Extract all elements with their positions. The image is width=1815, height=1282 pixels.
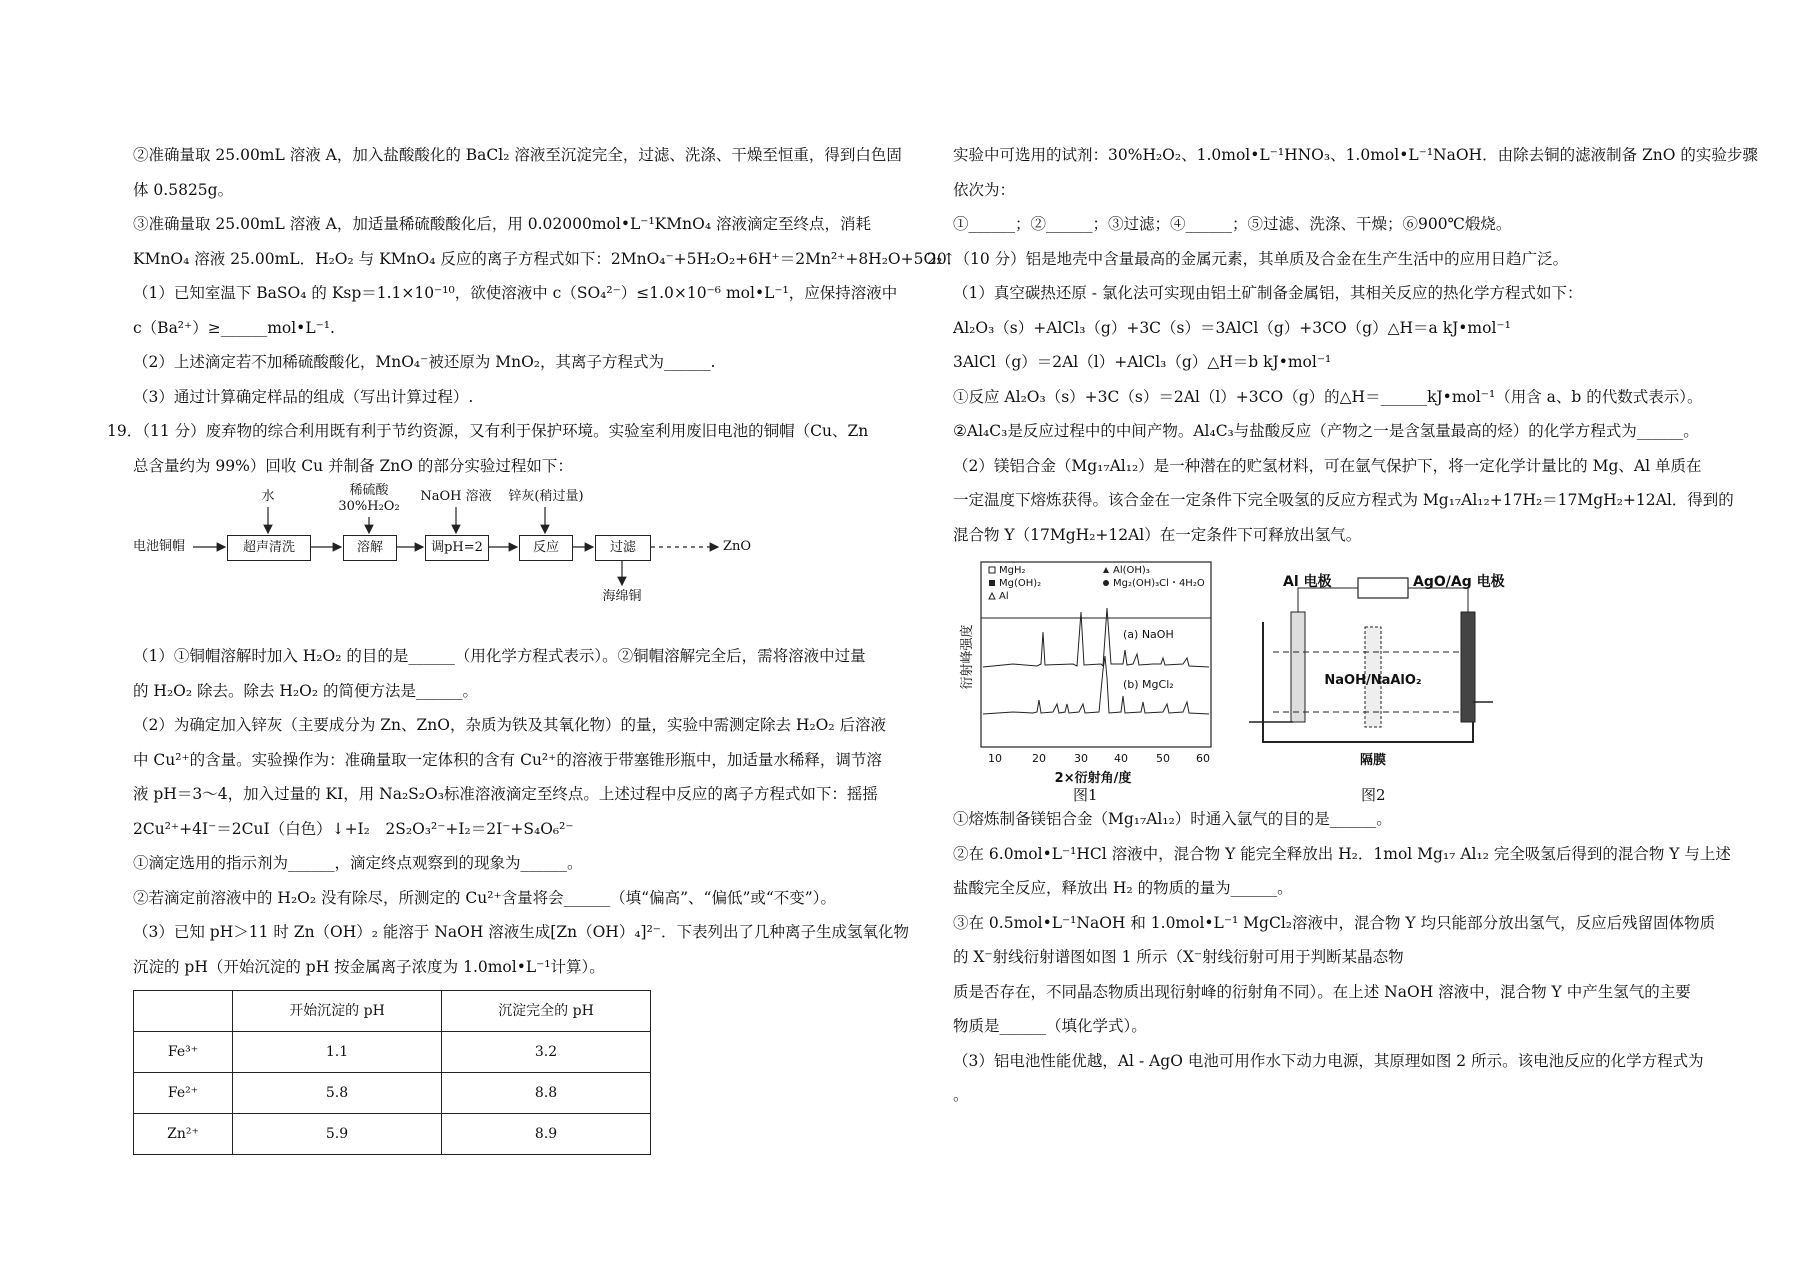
text-line: 的 H₂O₂ 除去。除去 H₂O₂ 的简便方法是______。	[133, 681, 479, 700]
text-line: 盐酸完全反应，释放出 H₂ 的物质的量为______。	[953, 879, 1293, 897]
table-row	[134, 991, 651, 1032]
text-line: （1）①铜帽溶解时加入 H₂O₂ 的目的是______（用化学方程式表示）。②铜帽溶解完全后，需将溶液中过量	[133, 647, 866, 665]
flow-step-wash: 超声清洗	[227, 535, 311, 561]
flow-input-zinc: 锌灰(稍过量)	[508, 489, 584, 504]
table-cell: 1.1	[233, 1032, 442, 1073]
legend-mgh2: MgH₂	[999, 565, 1026, 576]
fig2-wire-left	[1298, 588, 1358, 612]
fig1-tick: 20	[1032, 752, 1046, 765]
process-flow-diagram	[133, 485, 833, 635]
fig1-tick: 10	[988, 752, 1002, 765]
text-line: 。	[953, 1086, 969, 1104]
text-line: （3）已知 pH＞11 时 Zn（OH）₂ 能溶于 NaOH 溶液生成[Zn（OH）₄]²⁻．下表列出了几种离子生成氢氧化物	[133, 923, 909, 941]
text-line: ③准确量取 25.00mL 溶液 A，加适量稀硫酸酸化后，用 0.02000mol•L⁻¹KMnO₄ 溶液滴定至终点，消耗	[133, 215, 871, 233]
fig2-wire-right	[1408, 588, 1468, 612]
fig2-al-electrode	[1291, 612, 1305, 722]
table-cell: 5.8	[233, 1073, 442, 1114]
table-cell: 8.9	[442, 1114, 651, 1155]
fig1-tick: 40	[1114, 752, 1128, 765]
text-line: 依次为：	[953, 180, 1016, 199]
text-line: ②在 6.0mol•L⁻¹HCl 溶液中，混合物 Y 能完全释放出 H₂．1mol Mg₁₇ Al₁₂ 完全吸氢后得到的混合物 Y 与上述	[953, 844, 1731, 863]
table-header-cell	[134, 991, 233, 1032]
text-line: Al₂O₃（s）+AlCl₃（g）+3C（s）＝3AlCl（g）+3CO（g）△H＝a kJ•mol⁻¹	[953, 318, 1511, 337]
fig1-curve-a	[983, 608, 1209, 667]
legend-mgoh2: Mg(OH)₂	[999, 578, 1042, 589]
text-line: ①反应 Al₂O₃（s）+3C（s）＝2Al（l）+3CO（g）的△H＝______kJ•mol⁻¹（用含 a、b 的代数式表示）。	[953, 387, 1703, 406]
table-row	[134, 1114, 651, 1155]
text-line: 实验中可选用的试剂：30%H₂O₂、1.0mol•L⁻¹HNO₃、1.0mol•L⁻¹NaOH．由除去铜的滤液制备 ZnO 的实验步骤	[953, 146, 1758, 164]
left-column	[107, 138, 956, 1155]
fig2-caption: 图2	[1361, 786, 1386, 804]
text-line: （2）上述滴定若不加稀硫酸酸化，MnO₄⁻被还原为 MnO₂，其离子方程式为______.	[133, 353, 716, 371]
legend-marker-al	[989, 593, 995, 599]
text-line: 物质是______（填化学式）。	[953, 1017, 1147, 1035]
flow-input-acid: 稀硫酸	[349, 483, 389, 498]
fig2-solution: NaOH/NaAlO₂	[1324, 673, 1422, 688]
flow-input-water: 水	[261, 489, 275, 504]
flow-start: 电池铜帽	[133, 539, 186, 554]
text-line: 中 Cu²⁺的含量。实验操作为：准确量取一定体积的含有 Cu²⁺的溶液于带塞锥形瓶中，加适量水稀释，调节溶	[133, 750, 882, 769]
table-cell: Fe³⁺	[134, 1032, 233, 1073]
figures	[953, 552, 1713, 802]
text-line: ①______；②______；③过滤；④______；⑤过滤、洗涤、干燥；⑥900℃煅烧。	[953, 215, 1512, 233]
flow-input-h2o2: 30%H₂O₂	[338, 499, 400, 514]
table-cell: Zn²⁺	[134, 1114, 233, 1155]
flow-output-copper: 海绵铜	[602, 589, 642, 604]
fig2-ago-electrode	[1461, 612, 1475, 722]
text-line: （2）为确定加入锌灰（主要成分为 Zn、ZnO，杂质为铁及其氧化物）的量，实验中需测定除去 H₂O₂ 后溶液	[133, 716, 887, 734]
legend-al: Al	[999, 591, 1009, 602]
legend-marker-aloh3	[1103, 567, 1109, 573]
flow-step-filter: 过滤	[595, 535, 651, 561]
fig1-xlabel: 2×衍射角/度	[1054, 771, 1132, 786]
text-line: 的 X⁻射线衍射谱图如图 1 所示（X⁻射线衍射可用于判断某晶态物	[953, 948, 1404, 966]
text-line: 2Cu²⁺+4I⁻＝2CuI（白色）↓+I₂ 2S₂O₃²⁻+I₂＝2I⁻+S₄O₆²⁻	[133, 819, 574, 838]
text-line: 体 0.5825g。	[133, 180, 234, 199]
flow-input-naoh: NaOH 溶液	[420, 489, 492, 504]
text-line: （3）铝电池性能优越，Al - AgO 电池可用作水下动力电源，其原理如图 2 所示。该电池反应的化学方程式为	[953, 1051, 1704, 1070]
text-line: （1）已知室温下 BaSO₄ 的 Ksp＝1.1×10⁻¹⁰，欲使溶液中 c（SO₄²⁻）≤1.0×10⁻⁶ mol•L⁻¹，应保持溶液中	[133, 284, 898, 302]
text-line: （2）镁铝合金（Mg₁₇Al₁₂）是一种潜在的贮氢材料，可在氩气保护下，将一定化学计量比的 Mg、Al 单质在	[953, 456, 1702, 475]
text-line: ②Al₄C₃是反应过程中的中间产物。Al₄C₃与盐酸反应（产物之一是含氢量最高的烃）的化学方程式为______。	[953, 422, 1699, 440]
table-cell: 5.9	[233, 1114, 442, 1155]
table-cell: 8.8	[442, 1073, 651, 1114]
table-row	[134, 1073, 651, 1114]
text-line: 混合物 Y（17MgH₂+12Al）在一定条件下可释放出氢气。	[953, 525, 1362, 544]
ph-table	[133, 990, 651, 1155]
legend-marker-mgohcl	[1103, 580, 1109, 586]
legend-marker-mgh2	[989, 567, 995, 573]
text-line: 液 pH＝3～4，加入过量的 KI，用 Na₂S₂O₃标准溶液滴定至终点。上述过程中反应的离子方程式如下：摇摇	[133, 785, 878, 803]
fig2-right-electrode: AgO/Ag 电极	[1413, 574, 1505, 590]
text-line: ①滴定选用的指示剂为______，滴定终点观察到的现象为______。	[133, 854, 583, 872]
fig2-membrane-label: 隔膜	[1359, 753, 1387, 768]
question-20-heading: 20．（10 分）铝是地壳中含量最高的金属元素，其单质及合金在生产生活中的应用日趋广泛。	[927, 249, 1569, 268]
table-header-cell: 开始沉淀的 pH	[233, 991, 442, 1032]
text-line: 沉淀的 pH（开始沉淀的 pH 按金属离子浓度为 1.0mol•L⁻¹计算）。	[133, 957, 605, 976]
text-line: 质是否存在，不同晶态物质出现衍射峰的衍射角不同）。在上述 NaOH 溶液中，混合物 Y 中产生氢气的主要	[953, 982, 1691, 1001]
text-line: c（Ba²⁺）≥______mol•L⁻¹.	[133, 318, 335, 337]
legend-marker-mgoh2	[989, 580, 995, 586]
text-line: ②准确量取 25.00mL 溶液 A，加入盐酸酸化的 BaCl₂ 溶液至沉淀完全，过滤、洗涤、干燥至恒重，得到白色固	[133, 146, 902, 164]
fig2-left-electrode: Al 电极	[1283, 574, 1332, 590]
text-line: （3）通过计算确定样品的组成（写出计算过程）.	[133, 387, 474, 406]
table-header-cell: 沉淀完全的 pH	[442, 991, 651, 1032]
text-line: 一定温度下熔炼获得。该合金在一定条件下完全吸氢的反应方程式为 Mg₁₇Al₁₂+17H₂＝17MgH₂+12Al．得到的	[953, 491, 1734, 509]
table-row	[134, 1032, 651, 1073]
text-line: ①熔炼制备镁铝合金（Mg₁₇Al₁₂）时通入氩气的目的是______。	[953, 810, 1392, 828]
right-column	[927, 138, 1758, 1113]
text-line: （1）真空碳热还原 - 氯化法可实现由铝土矿制备金属铝，其相关反应的热化学方程式如下：	[953, 284, 1583, 302]
flow-step-react: 反应	[519, 535, 573, 561]
flow-step-ph: 调pH=2	[425, 535, 489, 561]
legend-aloh3: Al(OH)₃	[1113, 565, 1150, 576]
text-line: KMnO₄ 溶液 25.00mL．H₂O₂ 与 KMnO₄ 反应的离子方程式如下：2MnO₄⁻+5H₂O₂+6H⁺＝2Mn²⁺+8H₂O+5O₂↑	[133, 249, 956, 268]
fig2-load	[1358, 578, 1408, 598]
flow-end: ZnO	[723, 539, 752, 554]
text-line: ②若滴定前溶液中的 H₂O₂ 没有除尽，所测定的 Cu²⁺含量将会______（填“偏高”、“偏低”或“不变”）。	[133, 888, 836, 907]
flow-step-dissolve: 溶解	[343, 535, 397, 561]
figure-graphics	[953, 552, 1713, 802]
text-line: ③在 0.5mol•L⁻¹NaOH 和 1.0mol•L⁻¹ MgCl₂溶液中，混合物 Y 均只能部分放出氢气，反应后残留固体物质	[953, 913, 1716, 932]
text-line: 总含量约为 99%）回收 Cu 并制备 ZnO 的部分实验过程如下：	[133, 456, 573, 475]
fig1-label-a: (a) NaOH	[1123, 628, 1174, 641]
legend-mgohcl: Mg₂(OH)₃Cl・4H₂O	[1113, 578, 1205, 589]
fig1-frame	[981, 562, 1211, 747]
fig1-tick: 50	[1156, 752, 1170, 765]
fig1-caption: 图1	[1073, 786, 1098, 804]
fig1-tick: 30	[1074, 752, 1088, 765]
fig1-label-b: (b) MgCl₂	[1123, 678, 1174, 691]
fig1-tick: 60	[1196, 752, 1210, 765]
fig1-ylabel: 衍射峰强度	[960, 624, 975, 690]
text-line: 3AlCl（g）＝2Al（l）+AlCl₃（g）△H＝b kJ•mol⁻¹	[953, 353, 1332, 371]
table-cell: 3.2	[442, 1032, 651, 1073]
table-cell: Fe²⁺	[134, 1073, 233, 1114]
question-19-heading: 19．（11 分）废弃物的综合利用既有利于节约资源，又有利于保护环境。实验室利用废旧电池的铜帽（Cu、Zn	[107, 422, 869, 440]
